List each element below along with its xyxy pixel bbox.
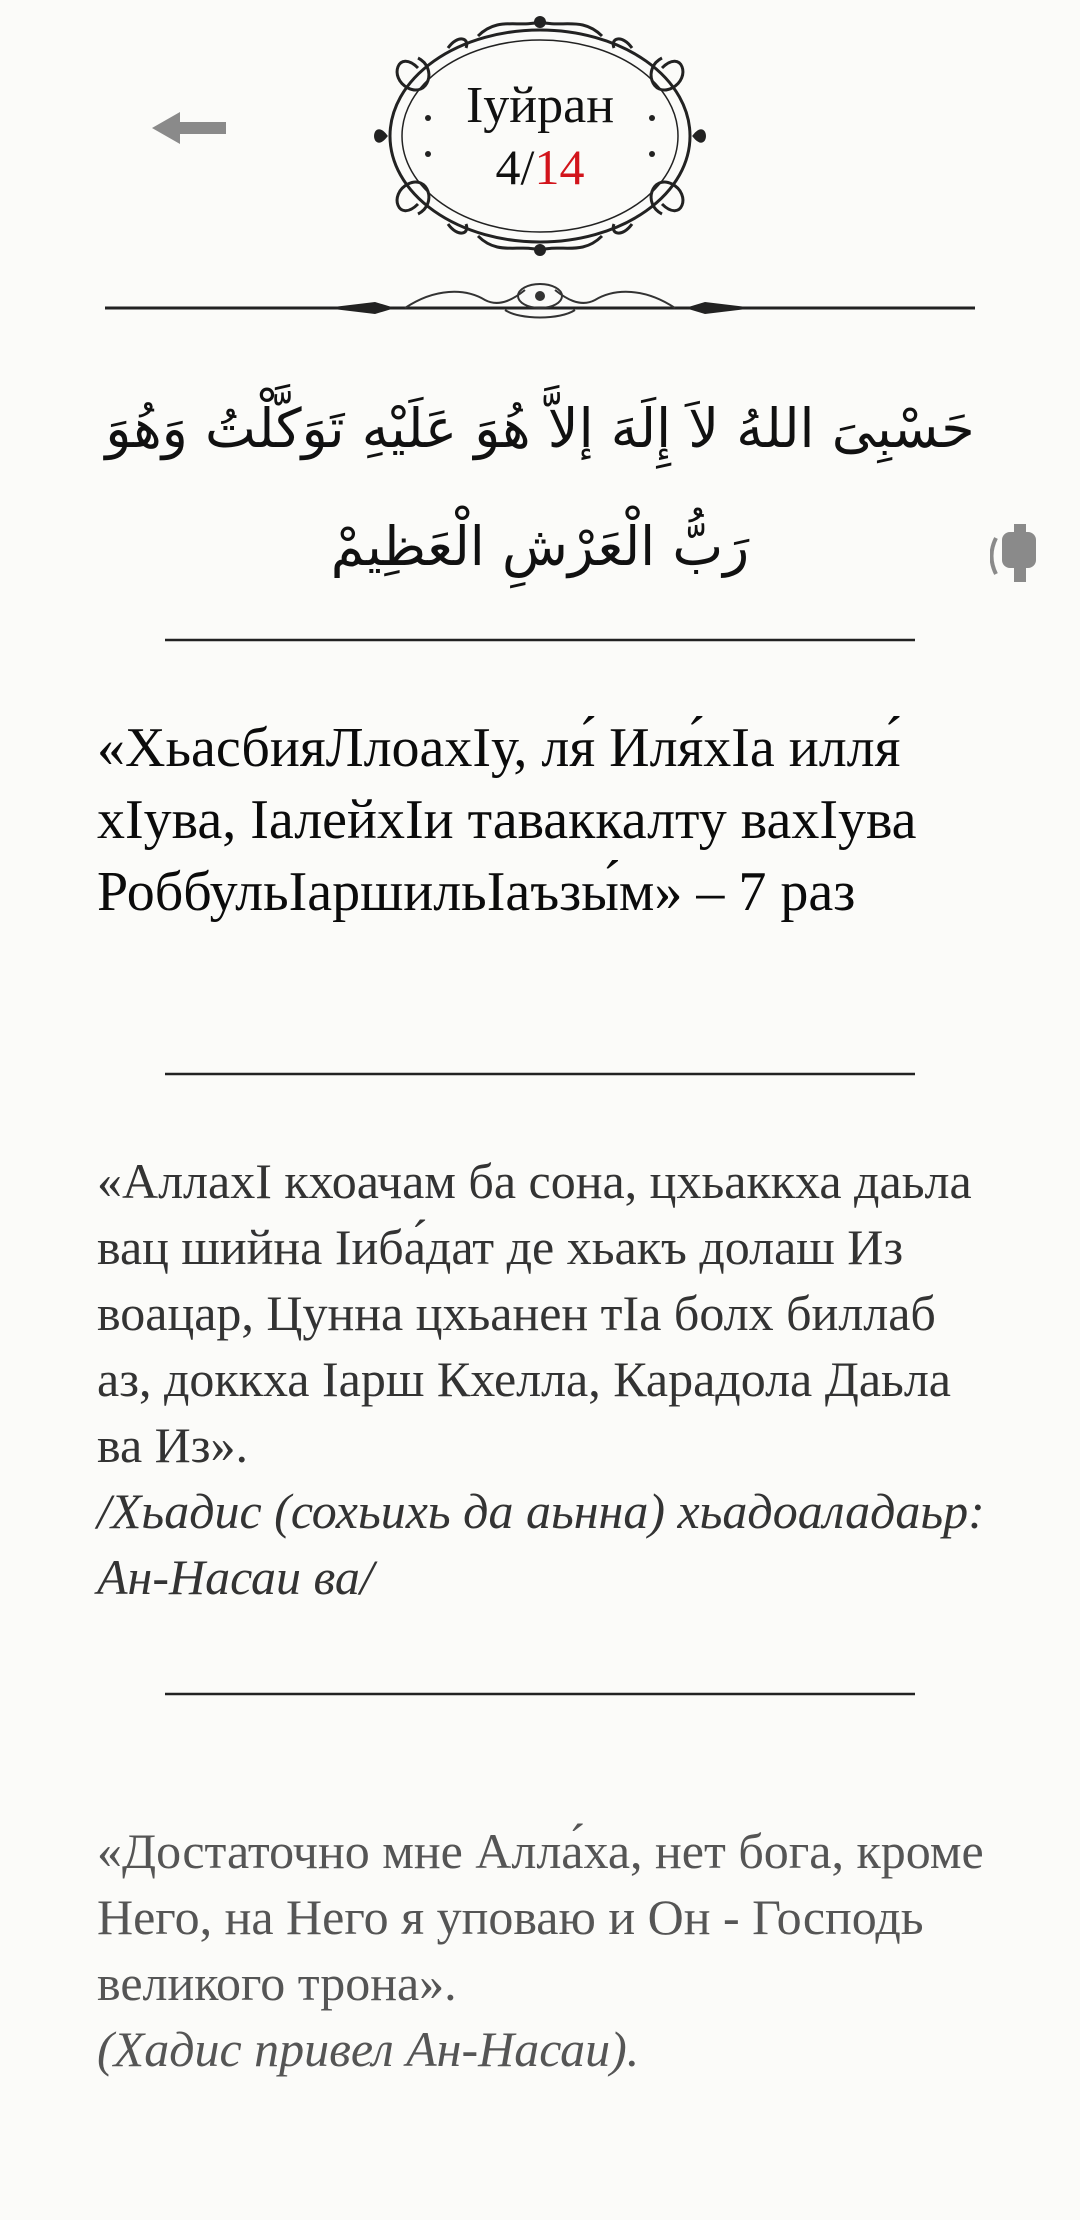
header (0, 0, 1080, 330)
back-button[interactable] (150, 108, 240, 148)
hadith-chechen-text: «АллахI кхоачам ба сона, цхьаккха даьла вац шийна Iиба́дат де хьакъ долаш Из воацар, Цунна цхьанен тIа болх биллаб аз, доккха Iарш Кхелла, Карадола Даьла ва Из». (97, 1153, 972, 1473)
counter-total: 14 (534, 139, 585, 195)
section-divider (165, 1072, 915, 1076)
counter-current: 4/ (495, 139, 535, 195)
hadith-russian-text: «Достаточно мне Алла́ха, нет бога, кроме Него, на Него я уповаю и Он - Господь великого трона». (97, 1823, 984, 2011)
page-title: Iуйран (465, 77, 615, 134)
page-counter (358, 140, 722, 194)
play-audio-button[interactable] (990, 520, 1050, 590)
arabic-dua: حَسْبِىَ اللهُ لاَ إِلَهَ إلاَّ هُوَ عَلَيْهِ تَوَكَّلْتُ وَهُوَ رَبُّ الْعَرْشِ الْعَظِيمْ (105, 397, 975, 578)
section-divider (165, 1692, 915, 1696)
page-badge (358, 8, 722, 264)
speaker-icon (990, 520, 1050, 590)
left-arrow-icon (150, 108, 240, 148)
section-divider (165, 638, 915, 642)
ornament-divider-icon (105, 280, 975, 330)
hadith-chechen (97, 1148, 997, 1610)
hadith-chechen-source: /Хьадис (сохьихь да аьнна) хьадоаладаьр: Ан-Насаи ва/ (97, 1483, 985, 1605)
dua-transliteration: «ХьасбияЛлоахIу, ля́ Иля́хIа илля́ хIува, IалейхIи таваккалту вахIува РоббульIаршильIаъзы́м» – 7 раз (97, 717, 917, 923)
hadith-russian-source: (Хадис привел Ан-Насаи). (97, 2021, 640, 2077)
hadith-russian (97, 1818, 997, 2082)
ornamental-frame-icon (358, 8, 722, 264)
ornamental-divider (105, 280, 975, 330)
